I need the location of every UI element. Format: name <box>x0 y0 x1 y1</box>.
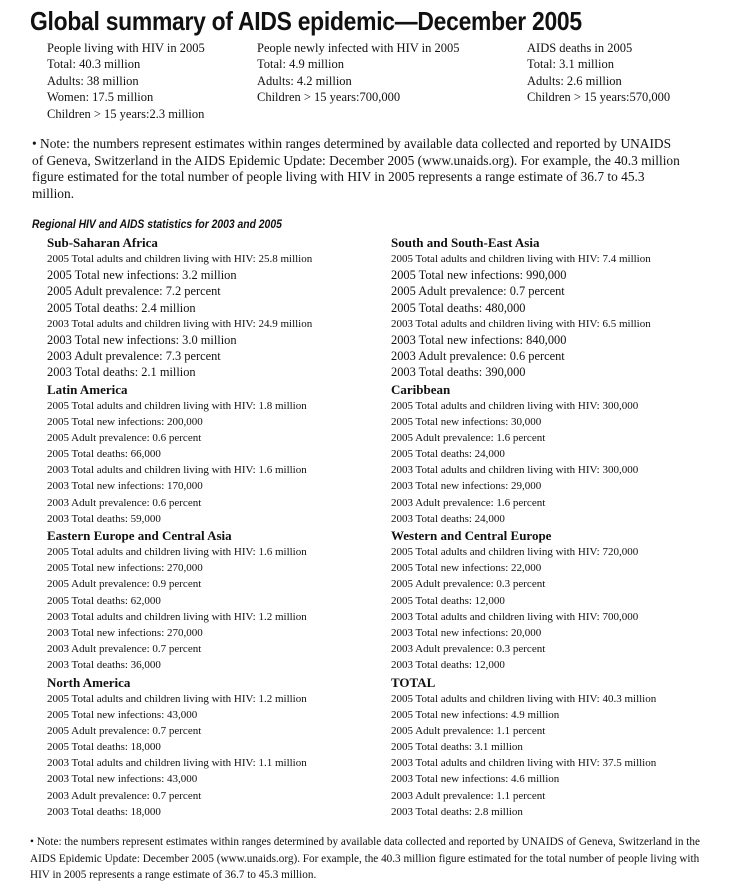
region-block <box>47 234 312 381</box>
region-stat-line: 2003 Adult prevalence: 1.6 percent <box>391 496 546 509</box>
region-block <box>47 527 312 674</box>
region-stat-line: 2003 Total new infections: 20,000 <box>391 626 542 639</box>
region-stat-line: 2005 Total adults and children living with HIV: 7.4 million <box>391 253 651 265</box>
left-regions-column <box>47 234 312 820</box>
summary-heading: People living with HIV in 2005 <box>47 41 205 55</box>
region-stat-line: 2005 Total deaths: 24,000 <box>391 448 505 461</box>
region-block <box>47 381 312 528</box>
region-block <box>47 674 312 821</box>
region-block <box>391 381 656 528</box>
region-stat-line: 2005 Adult prevalence: 1.1 percent <box>391 724 546 737</box>
region-stat-line: 2005 Total adults and children living with HIV: 25.8 million <box>47 253 313 265</box>
region-heading: TOTAL <box>391 674 436 690</box>
region-stat-line: 2005 Total deaths: 62,000 <box>47 594 161 607</box>
summary-living-with-hiv <box>47 40 205 122</box>
region-stat-line: 2005 Adult prevalence: 7.2 percent <box>47 284 221 299</box>
note-bottom: • Note: the numbers represent estimates within ranges determined by available data collected and reported by UNAIDS of Geneva, Switzerland in the AIDS Epidemic Update: December 2005 (www.unaids.org). For example, the 40.3 million figure estimated for the total number of people living with HIV in 2005 represents a range estimate of 36.7 to 45.3 million. <box>30 836 700 881</box>
region-stat-line: 2003 Total new infections: 270,000 <box>47 626 203 639</box>
region-stat-line: 2003 Total new infections: 43,000 <box>47 773 198 786</box>
region-heading: Western and Central Europe <box>391 528 552 543</box>
region-stat-line: 2005 Total deaths: 480,000 <box>391 300 526 315</box>
region-stat-line: 2005 Total new infections: 43,000 <box>47 708 198 721</box>
region-block <box>391 527 656 674</box>
summary-line: Women: 17.5 million <box>47 90 154 105</box>
region-heading: North America <box>47 674 131 690</box>
region-stat-line: 2003 Adult prevalence: 0.3 percent <box>391 643 546 656</box>
region-stat-line: 2003 Total adults and children living with HIV: 700,000 <box>391 610 639 623</box>
region-stat-line: 2005 Adult prevalence: 0.9 percent <box>47 578 202 591</box>
region-stat-line: 2003 Total new infections: 3.0 million <box>47 332 237 347</box>
region-stat-line: 2003 Total adults and children living with HIV: 37.5 million <box>391 757 657 770</box>
region-stat-line: 2003 Total new infections: 4.6 million <box>391 773 560 786</box>
region-stat-line: 2005 Total adults and children living with HIV: 720,000 <box>391 546 639 558</box>
region-stat-line: 2005 Total new infections: 200,000 <box>47 415 203 428</box>
summary-line: Total: 40.3 million <box>47 57 141 72</box>
region-stat-line: 2005 Total new infections: 30,000 <box>391 415 542 428</box>
region-stat-line: 2005 Total new infections: 22,000 <box>391 562 542 575</box>
region-stat-line: 2003 Total new infections: 170,000 <box>47 480 203 493</box>
region-stat-line: 2005 Adult prevalence: 0.7 percent <box>391 284 565 299</box>
summary-aids-deaths <box>527 40 670 106</box>
summary-line: Total: 3.1 million <box>527 57 614 72</box>
region-stat-line: 2005 Total adults and children living with HIV: 1.6 million <box>47 546 307 558</box>
region-stat-line: 2005 Total new infections: 4.9 million <box>391 708 560 721</box>
region-stat-line: 2003 Total new infections: 840,000 <box>391 332 567 347</box>
region-stat-line: 2003 Total deaths: 390,000 <box>391 365 526 380</box>
region-stat-line: 2003 Adult prevalence: 0.6 percent <box>391 349 565 364</box>
summary-heading: People newly infected with HIV in 2005 <box>257 41 460 55</box>
note-top: • Note: the numbers represent estimates within ranges determined by available data collected and reported by UNAIDS of Geneva, Switzerland in the AIDS Epidemic Update: December 2005 (www.unaids.org). For example, the 40.3 million figure estimated for the total number of people living with HIV in 2005 represents a range estimate of 36.7 to 45.3 million. <box>32 136 680 202</box>
region-stat-line: 2005 Total deaths: 2.4 million <box>47 300 196 315</box>
region-stat-line: 2005 Adult prevalence: 0.6 percent <box>47 431 202 444</box>
region-stat-line: 2003 Total adults and children living with HIV: 300,000 <box>391 464 639 477</box>
region-stat-line: 2005 Total deaths: 18,000 <box>47 741 161 754</box>
regional-title: Regional HIV and AIDS statistics for 2003 and 2005 <box>32 219 282 231</box>
region-stat-line: 2003 Total deaths: 18,000 <box>47 805 161 818</box>
region-stat-line: 2003 Total deaths: 2.1 million <box>47 365 196 380</box>
region-stat-line: 2005 Adult prevalence: 1.6 percent <box>391 431 546 444</box>
right-regions-column <box>391 234 656 820</box>
summary-line: Children > 15 years:2.3 million <box>47 106 205 121</box>
summary-line: Children > 15 years:700,000 <box>257 90 401 105</box>
summary-line: Children > 15 years:570,000 <box>527 90 671 105</box>
region-stat-line: 2003 Total adults and children living with HIV: 1.6 million <box>47 464 307 477</box>
region-block <box>391 234 656 381</box>
region-stat-line: 2005 Total new infections: 3.2 million <box>47 268 237 283</box>
summary-line: Adults: 2.6 million <box>527 73 622 88</box>
region-heading: South and South-East Asia <box>391 235 540 250</box>
region-stat-line: 2005 Adult prevalence: 0.3 percent <box>391 578 546 591</box>
region-stat-line: 2005 Total new infections: 990,000 <box>391 268 567 283</box>
summary-line: Adults: 4.2 million <box>257 73 352 88</box>
region-heading: Eastern Europe and Central Asia <box>47 528 232 543</box>
region-heading: Sub-Saharan Africa <box>47 235 158 250</box>
region-stat-line: 2005 Total deaths: 12,000 <box>391 594 505 607</box>
region-stat-line: 2005 Total adults and children living with HIV: 300,000 <box>391 399 639 412</box>
region-stat-line: 2003 Total deaths: 2.8 million <box>391 805 523 818</box>
region-stat-line: 2003 Total new infections: 29,000 <box>391 480 542 493</box>
region-stat-line: 2003 Total adults and children living with HIV: 1.1 million <box>47 757 307 770</box>
region-stat-line: 2003 Total adults and children living with HIV: 24.9 million <box>47 317 313 330</box>
region-stat-line: 2005 Adult prevalence: 0.7 percent <box>47 724 202 737</box>
region-stat-line: 2003 Total deaths: 36,000 <box>47 659 161 672</box>
region-stat-line: 2003 Total adults and children living with HIV: 1.2 million <box>47 610 307 623</box>
summary-heading: AIDS deaths in 2005 <box>527 41 633 55</box>
region-stat-line: 2003 Total deaths: 12,000 <box>391 659 505 672</box>
region-stat-line: 2003 Total deaths: 59,000 <box>47 512 161 525</box>
region-stat-line: 2005 Total deaths: 66,000 <box>47 448 161 461</box>
region-stat-line: 2003 Total adults and children living with HIV: 6.5 million <box>391 317 651 330</box>
region-stat-line: 2005 Total deaths: 3.1 million <box>391 741 523 754</box>
region-stat-line: 2005 Total new infections: 270,000 <box>47 562 203 575</box>
summary-line: Adults: 38 million <box>47 73 139 88</box>
region-stat-line: 2005 Total adults and children living with HIV: 1.8 million <box>47 399 307 412</box>
region-stat-line: 2003 Adult prevalence: 1.1 percent <box>391 789 546 802</box>
region-heading: Latin America <box>47 381 128 397</box>
region-heading: Caribbean <box>391 381 451 397</box>
summary-line: Total: 4.9 million <box>257 57 344 72</box>
region-stat-line: 2003 Adult prevalence: 0.7 percent <box>47 789 202 802</box>
region-stat-line: 2005 Total adults and children living with HIV: 1.2 million <box>47 692 307 705</box>
region-stat-line: 2003 Total deaths: 24,000 <box>391 512 505 525</box>
summary-newly-infected <box>257 40 460 106</box>
page-title: Global summary of AIDS epidemic—December 2005 <box>30 6 582 36</box>
region-stat-line: 2003 Adult prevalence: 0.6 percent <box>47 496 202 509</box>
region-stat-line: 2003 Adult prevalence: 7.3 percent <box>47 349 221 364</box>
region-block <box>391 674 656 821</box>
region-stat-line: 2003 Adult prevalence: 0.7 percent <box>47 643 202 656</box>
region-stat-line: 2005 Total adults and children living with HIV: 40.3 million <box>391 692 657 705</box>
